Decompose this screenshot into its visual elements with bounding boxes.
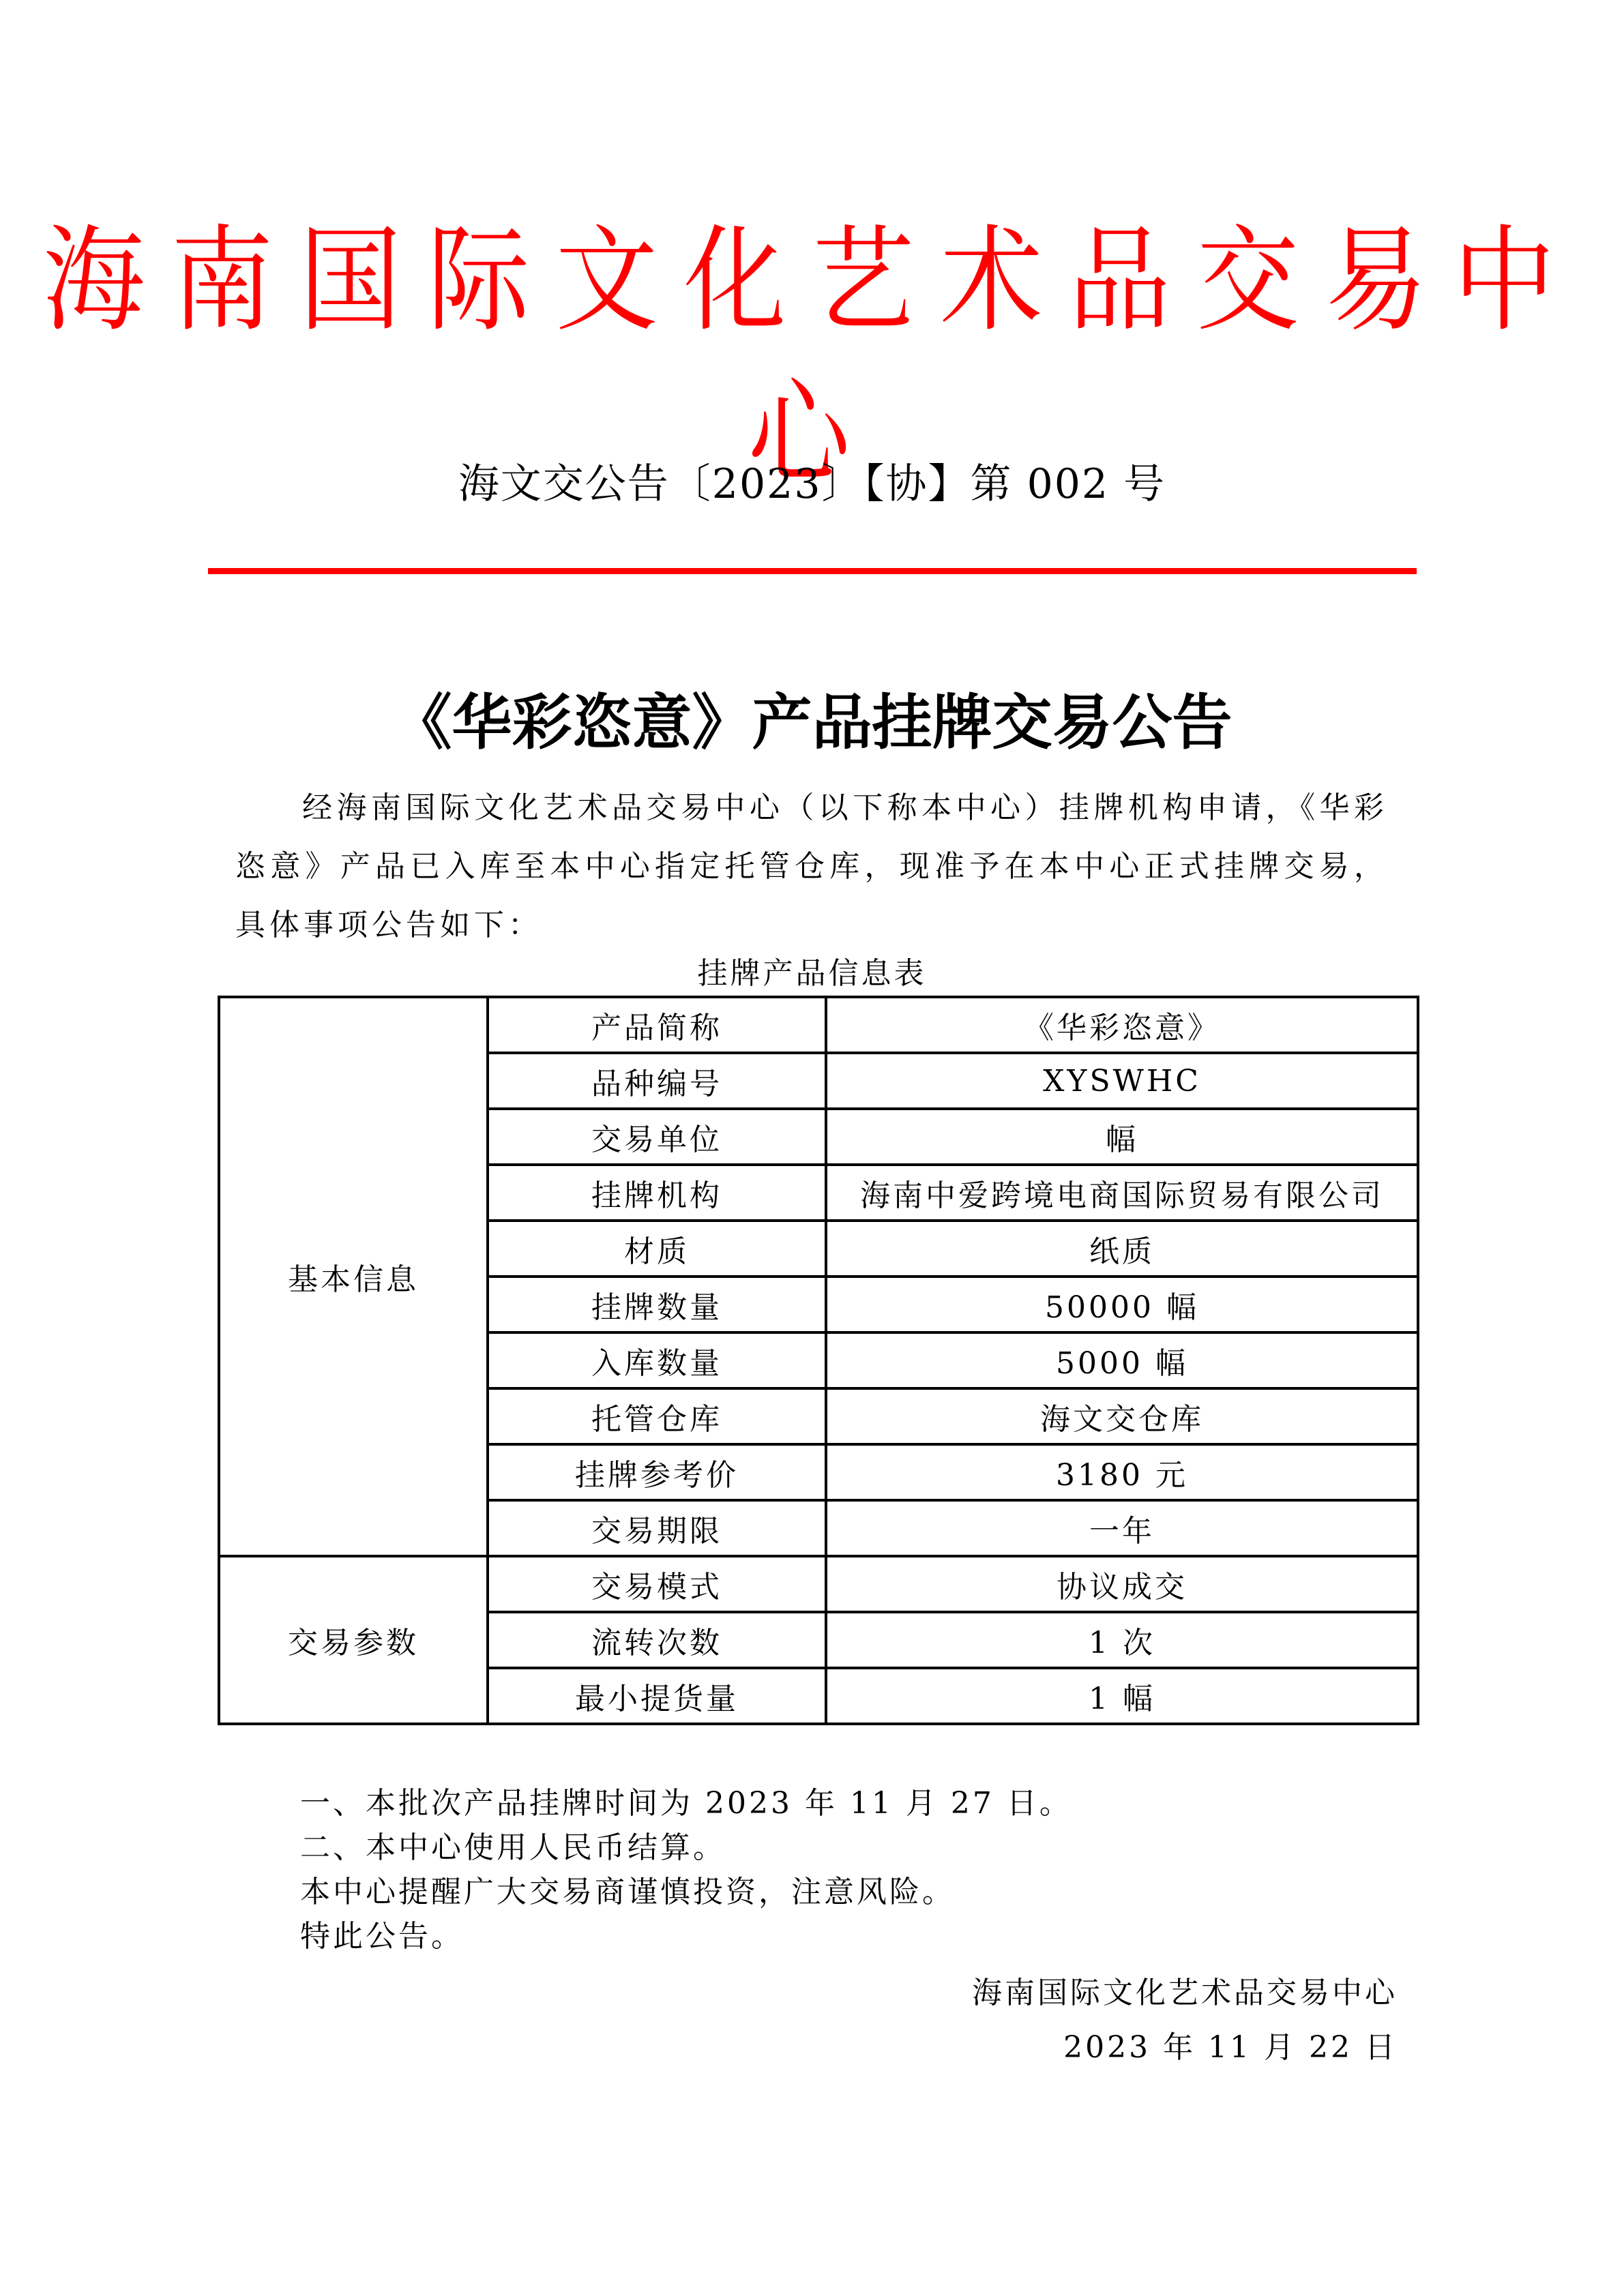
group-basic-info: 基本信息 [219, 997, 488, 1556]
row-label: 流转次数 [488, 1612, 826, 1668]
row-label: 入库数量 [488, 1332, 826, 1388]
row-label: 交易单位 [488, 1109, 826, 1165]
issuer-letterhead: 海南国际文化艺术品交易中心 [42, 214, 1582, 501]
row-value: 《华彩恣意》 [826, 997, 1418, 1053]
row-label: 最小提货量 [488, 1668, 826, 1724]
announcement-title: 《华彩恣意》产品挂牌交易公告 [392, 687, 1232, 758]
product-info-table [218, 996, 1419, 1725]
row-value: 3180 元 [826, 1444, 1418, 1500]
note-closing: 特此公告。 [300, 1919, 464, 1954]
row-label: 挂牌数量 [488, 1277, 826, 1332]
red-divider-rule [208, 568, 1417, 574]
row-value: 1 幅 [826, 1668, 1418, 1724]
row-value: 纸质 [826, 1221, 1418, 1277]
document-number: 海文交公告〔2023〕【协】第 002 号 [458, 460, 1166, 508]
note-risk-warning: 本中心提醒广大交易商谨慎投资，注意风险。 [300, 1875, 955, 1909]
note-listing-date: 一、本批次产品挂牌时间为 2023 年 11 月 27 日。 [300, 1786, 1072, 1821]
row-value: 海南中爱跨境电商国际贸易有限公司 [826, 1165, 1418, 1221]
row-label: 挂牌参考价 [488, 1444, 826, 1500]
signature-organization: 海南国际文化艺术品交易中心 [972, 1976, 1398, 2010]
row-label: 交易期限 [488, 1500, 826, 1556]
row-label: 产品简称 [488, 997, 826, 1053]
notes-section [300, 1781, 1072, 1958]
row-label: 品种编号 [488, 1053, 826, 1109]
signature-date: 2023 年 11 月 22 日 [1063, 2030, 1398, 2065]
row-value: 海文交仓库 [826, 1388, 1418, 1444]
table-row [219, 1556, 1418, 1612]
row-label: 挂牌机构 [488, 1165, 826, 1221]
row-value: 1 次 [826, 1612, 1418, 1668]
group-trading-params: 交易参数 [219, 1556, 488, 1724]
row-value: XYSWHC [826, 1053, 1418, 1109]
table-row [219, 997, 1418, 1053]
row-value: 一年 [826, 1500, 1418, 1556]
row-value: 5000 幅 [826, 1332, 1418, 1388]
note-settlement-currency: 二、本中心使用人民币结算。 [300, 1830, 726, 1865]
intro-paragraph: 经海南国际文化艺术品交易中心（以下称本中心）挂牌机构申请，《华彩恣意》产品已入库至本中心指定托管仓库，现准予在本中心正式挂牌交易，具体事项公告如下： [235, 790, 1388, 942]
row-value: 协议成交 [826, 1556, 1418, 1612]
row-value: 50000 幅 [826, 1277, 1418, 1332]
row-label: 材质 [488, 1221, 826, 1277]
table-caption: 挂牌产品信息表 [697, 956, 927, 991]
row-label: 交易模式 [488, 1556, 826, 1612]
row-value: 幅 [826, 1109, 1418, 1165]
row-label: 托管仓库 [488, 1388, 826, 1444]
